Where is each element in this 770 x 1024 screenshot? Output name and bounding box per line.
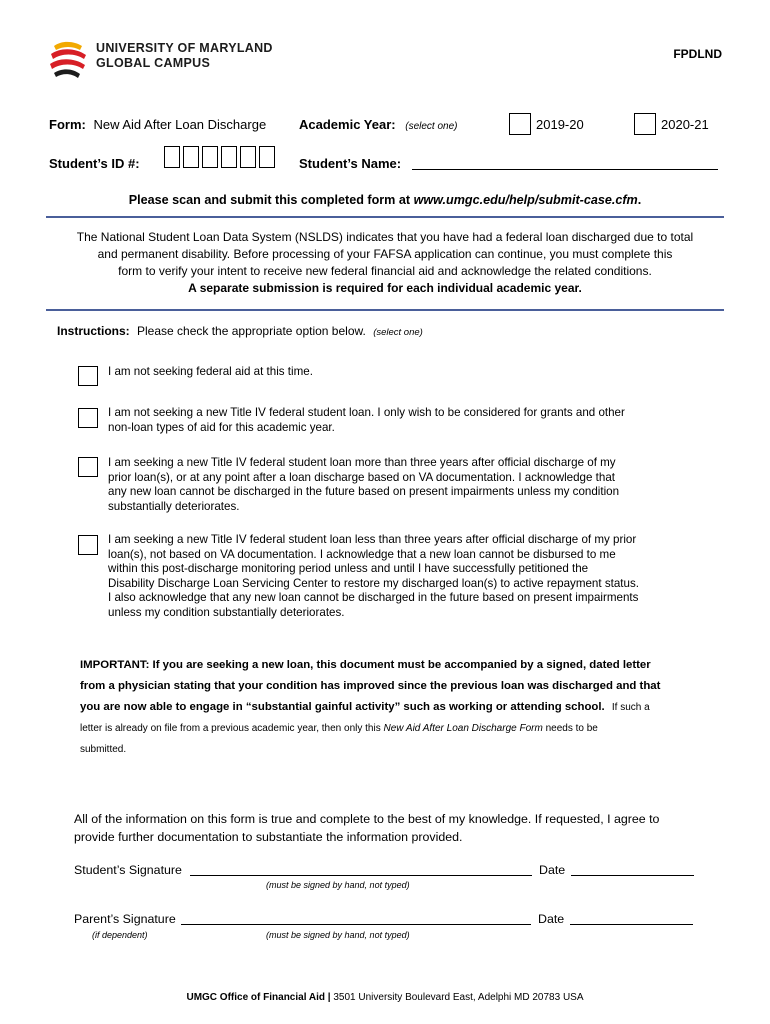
important-notice: IMPORTANT: If you are seeking a new loan, this document must be accompanied by a signed, dated letter from a physician stating that your condition has improved since the previous loan was discharged and that you are now able to engage in “substantial gainful activity” such as working or attending school. If such a letter is already on file from a previous academic year, then only this New Aid After Loan Discharge Form needs to be submitted. (80, 655, 730, 760)
institution-name-line2: GLOBAL CAMPUS (96, 56, 211, 70)
year-2019-20-label: 2019-20 (536, 117, 584, 132)
umgc-logo-mark-icon (48, 38, 92, 82)
important-line: submitted. (80, 744, 127, 755)
intro-line: and permanent disability. Before processing of your FAFSA application can continue, you must complete this (97, 247, 673, 261)
institution-name-line1: UNIVERSITY OF MARYLAND (96, 41, 273, 55)
certification-line: All of the information on this form is true and complete to the best of my knowledge. If requested, I agree to (74, 812, 660, 826)
student-id-digit-box[interactable] (259, 146, 275, 168)
student-name-field[interactable] (412, 169, 718, 170)
footer-address: 3501 University Boulevard East, Adelphi MD 20783 USA (333, 992, 584, 1003)
parent-date-field[interactable] (570, 924, 693, 925)
if-dependent-note: (if dependent) (92, 930, 148, 940)
certification-statement (74, 810, 734, 846)
student-id-digit-box[interactable] (221, 146, 237, 168)
form-name: New Aid After Loan Discharge (93, 117, 267, 132)
year-2020-21-checkbox[interactable] (634, 113, 656, 135)
form-code: FPDLND (673, 47, 722, 61)
instructions-text: Please check the appropriate option below. (137, 324, 366, 338)
important-line: you are now able to engage in “substantial gainful activity” such as working or attending school. (80, 701, 605, 713)
divider-top (46, 216, 724, 218)
instructions-row (57, 324, 423, 338)
form-name-italic: New Aid After Loan Discharge Form (383, 723, 543, 734)
instructions-label: Instructions: (57, 324, 130, 338)
option-4-text: I am seeking a new Title IV federal student loan less than three years after official discharge of my prior loan(s), not based on VA documentation. I acknowledge that a new loan cannot be disbursed to me within this post-discharge monitoring period unless and until I have successfully petitioned the Disability Discharge Loan Servicing Center to restore my discharged loan(s) to active repayment status. I also acknowledge that any new loan cannot be discharged in the future based on present impairments unless my condition substantially deteriorates. (108, 533, 639, 619)
parent-hand-note: (must be signed by hand, not typed) (266, 930, 410, 940)
option-1-checkbox[interactable] (78, 366, 98, 386)
academic-year-row (299, 117, 457, 132)
parent-signature-label: Parent’s Signature (74, 912, 176, 926)
certification-line: provide further documentation to substantiate the information provided. (74, 830, 463, 844)
academic-year-label: Academic Year: (299, 117, 396, 132)
student-signature-label: Student’s Signature (74, 863, 182, 877)
year-2020-21-label: 2020-21 (661, 117, 709, 132)
option-2-checkbox[interactable] (78, 408, 98, 428)
student-date-field[interactable] (571, 875, 694, 876)
student-id-digit-box[interactable] (183, 146, 199, 168)
intro-paragraph (40, 229, 730, 297)
student-id-boxes[interactable] (164, 146, 284, 170)
footer (0, 992, 770, 1003)
student-id-label: Student’s ID #: (49, 156, 140, 171)
option-1-text: I am not seeking federal aid at this time. (108, 365, 313, 378)
option-2-text: I am not seeking a new Title IV federal student loan. I only wish to be considered for grants and other non-loan types of aid for this academic year. (108, 406, 625, 434)
student-date-label: Date (539, 863, 566, 877)
intro-line: form to verify your intent to receive new federal financial aid and acknowledge the related conditions. (118, 264, 652, 278)
parent-date-label: Date (538, 912, 565, 926)
instructions-select-hint: (select one) (373, 327, 423, 338)
submit-text: Please scan and submit this completed form at (128, 193, 414, 207)
option-4-checkbox[interactable] (78, 535, 98, 555)
student-signature-field[interactable] (190, 875, 532, 876)
academic-year-select-hint: (select one) (405, 121, 458, 132)
important-line-tail: If such a (611, 702, 650, 713)
year-2019-20-checkbox[interactable] (509, 113, 531, 135)
footer-office: UMGC Office of Financial Aid (186, 992, 325, 1003)
intro-bold-line: A separate submission is required for each individual academic year. (188, 281, 582, 295)
submit-instructions (0, 193, 770, 207)
important-line: IMPORTANT: If you are seeking a new loan, this document must be accompanied by a signed, dated letter (80, 659, 651, 671)
option-3-checkbox[interactable] (78, 457, 98, 477)
umgc-logo (48, 38, 288, 82)
divider-bottom (46, 309, 724, 311)
parent-signature-field[interactable] (181, 924, 531, 925)
submit-url-link[interactable]: www.umgc.edu/help/submit-case.cfm (413, 193, 638, 207)
student-id-digit-box[interactable] (164, 146, 180, 168)
footer-separator: | (327, 992, 331, 1003)
option-3-text: I am seeking a new Title IV federal student loan more than three years after official discharge of my prior loan(s), or at any point after a loan discharge based on VA documentation. I acknowledge that any new loan cannot be discharged in the future based on present impairments unless my condition substantially deteriorates. (108, 456, 620, 513)
student-id-digit-box[interactable] (240, 146, 256, 168)
submit-end: . (637, 193, 642, 207)
form-title-row (49, 117, 266, 132)
student-id-digit-box[interactable] (202, 146, 218, 168)
intro-line: The National Student Loan Data System (NSLDS) indicates that you have had a federal loan discharged due to total (76, 230, 694, 244)
important-line: from a physician stating that your condition has improved since the previous loan was discharged and that (80, 680, 661, 692)
student-hand-note: (must be signed by hand, not typed) (266, 880, 410, 890)
student-name-label: Student’s Name: (299, 156, 402, 171)
form-label: Form: (49, 117, 86, 132)
